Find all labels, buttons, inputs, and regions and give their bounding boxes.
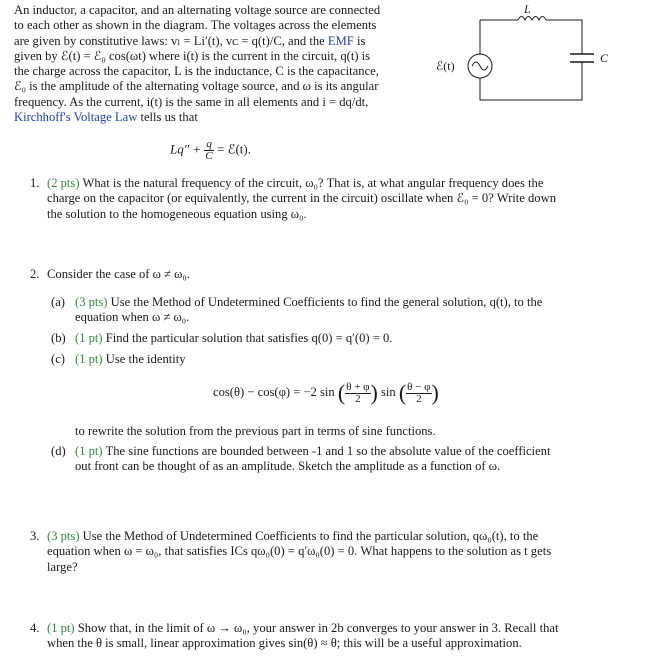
points-badge: (1 pt) (75, 331, 103, 345)
left-paren: ( (398, 380, 407, 405)
problem-line: Show that, in the limit of ω → ω₀, your answer in 2b converges to your answer in 3. Recall that (74, 621, 559, 635)
points-badge: (3 pts) (75, 295, 108, 309)
points-badge: (1 pt) (75, 444, 103, 458)
problem-line: Use the Method of Undetermined Coefficients to find the particular solution, qω₀(t), to the (79, 529, 539, 543)
part-line: Find the particular solution that satisfies q(0) = q′(0) = 0. (102, 331, 393, 345)
identity-fraction-1 (345, 382, 370, 405)
intro-line-text: are given by constitutive laws: vₗ = Li′(t), vᴄ = q(t)/C, and the (14, 33, 328, 48)
equation-fraction (204, 139, 213, 162)
identity-equation (213, 380, 439, 406)
source-label: ℰ(t) (436, 59, 455, 73)
fraction-denominator: 2 (355, 392, 361, 405)
problem-line: large? (47, 559, 78, 574)
problem-number: 1. (30, 176, 40, 190)
intro-paragraph (14, 3, 419, 125)
intro-line: An inductor, a capacitor, and an alternating voltage source are connected (14, 3, 381, 17)
part-line: The sine functions are bounded between -1 and 1 so the absolute value of the coefficient (102, 444, 551, 458)
intro-line: the charge across the capacitor, L is the inductance, C is the capacitance, (14, 64, 379, 79)
inductor-label: L (524, 2, 531, 16)
problem-2b (51, 331, 392, 346)
circuit-diagram (420, 2, 620, 102)
problem-1 (30, 176, 556, 222)
part-label: (c) (51, 352, 65, 366)
fraction-numerator: θ + φ (346, 380, 370, 393)
problem-line: Consider the case of ω ≠ ω₀. (47, 267, 190, 281)
fraction-numerator: θ − φ (407, 380, 431, 393)
part-line: out front can be thought of as an amplitude. Sketch the amplitude as a function of ω. (75, 459, 501, 474)
part-label: (b) (51, 331, 66, 345)
right-paren: ) (431, 380, 439, 405)
problem-number: 3. (30, 529, 40, 543)
part-label: (d) (51, 444, 66, 458)
points-badge: (2 pts) (47, 176, 80, 190)
problem-line: charge on the capacitor (or equivalently, the current in the circuit) oscillate when ℰ₀ = 0? Write down (47, 191, 556, 206)
equation-rhs: = ℰ(t). (213, 141, 251, 157)
inductor-symbol (518, 17, 546, 21)
part-label: (a) (51, 295, 65, 309)
equation-lhs: Lq″ + (170, 141, 205, 157)
identity-lhs: cos(θ) − cos(φ) = −2 sin (213, 384, 335, 399)
intro-line: frequency. As the current, i(t) is the same in all elements and i = dq/dt, (14, 94, 369, 109)
fraction-denominator: 2 (416, 392, 422, 405)
intro-line: given by ℰ(t) = ℰ₀ cos(ωt) where i(t) is the current in the circuit, q(t) is (14, 48, 371, 63)
wire-bottom (480, 62, 582, 100)
problem-2a (51, 295, 542, 326)
problem-line: the solution to the homogeneous equation using ω₀. (47, 206, 307, 221)
points-badge: (1 pt) (47, 621, 75, 635)
wire-top-right (546, 20, 582, 54)
problem-2d (51, 444, 551, 475)
problem-line: What is the natural frequency of the circuit, ω₀? That is, at what angular frequency does the (79, 176, 544, 190)
problem-line: when the θ is small, linear approximation gives sin(θ) ≈ θ; this will be a useful approximation. (47, 636, 522, 651)
problem-2 (30, 267, 190, 282)
problem-3 (30, 529, 551, 575)
part-line: Use the Method of Undetermined Coefficients to find the general solution, q(t), to the (107, 295, 543, 309)
emf-suffix: is (353, 33, 366, 48)
fraction-numerator: q (206, 138, 212, 150)
main-equation (170, 139, 251, 162)
intro-line (14, 110, 419, 125)
points-badge: (3 pts) (47, 529, 80, 543)
capacitor-label: C (600, 51, 609, 65)
problem-4 (30, 621, 558, 652)
problem-number: 4. (30, 621, 40, 635)
intro-line: ℰ₀ is the amplitude of the alternating voltage source, and ω is its angular (14, 79, 379, 94)
left-paren: ( (337, 380, 346, 405)
identity-fraction-2 (406, 382, 431, 405)
kvl-link[interactable]: Kirchhoff's Voltage Law (14, 110, 138, 125)
intro-line: to each other as shown in the diagram. The voltages across the elements (14, 18, 377, 33)
problem-line: equation when ω = ω₀, that satisfies ICs qω₀(0) = q′ω₀(0) = 0. What happens to the solution as t gets (47, 544, 552, 559)
right-paren: ) (370, 380, 378, 405)
emf-link[interactable]: EMF (327, 33, 354, 48)
problem-number: 2. (30, 267, 40, 281)
identity-followup: to rewrite the solution from the previous part in terms of sine functions. (75, 424, 436, 438)
points-badge: (1 pt) (75, 352, 103, 366)
kvl-suffix: tells us that (137, 110, 198, 125)
identity-mid: sin (377, 384, 399, 399)
part-line: equation when ω ≠ ω₀. (75, 310, 190, 325)
intro-line (14, 34, 419, 49)
part-line: Use the identity (102, 352, 186, 366)
fraction-denominator: C (205, 150, 213, 162)
problem-2c (51, 352, 186, 367)
